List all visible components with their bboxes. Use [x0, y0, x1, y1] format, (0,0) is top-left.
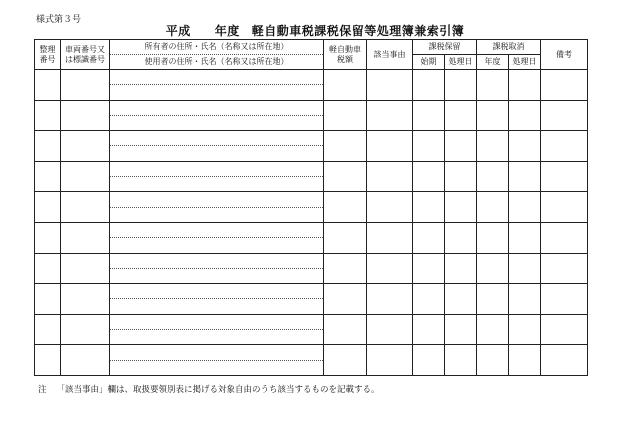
table-row [35, 100, 588, 115]
remarks-cell[interactable] [541, 70, 588, 101]
header-hold: 課税保留 [413, 40, 477, 55]
cancel-date-cell[interactable] [509, 253, 541, 284]
tax-amount-cell[interactable] [324, 100, 367, 131]
header-hold-date: 処理日 [445, 55, 477, 70]
reason-cell[interactable] [367, 253, 413, 284]
tax-amount-cell[interactable] [324, 253, 367, 284]
serial-no-cell[interactable] [35, 314, 61, 345]
reason-cell[interactable] [367, 100, 413, 131]
hold-date-cell[interactable] [445, 253, 477, 284]
cancel-date-cell[interactable] [509, 314, 541, 345]
page-title [0, 22, 630, 39]
reason-cell[interactable] [367, 161, 413, 192]
form-number: 様式第３号 [36, 15, 82, 25]
reason-cell[interactable] [367, 314, 413, 345]
owner-cell[interactable] [110, 100, 324, 115]
cancel-date-cell[interactable] [509, 222, 541, 253]
remarks-cell[interactable] [541, 192, 588, 223]
cancel-date-cell[interactable] [509, 70, 541, 101]
hold-date-cell[interactable] [445, 161, 477, 192]
tax-amount-cell[interactable] [324, 284, 367, 315]
owner-cell[interactable] [110, 131, 324, 146]
serial-no-cell[interactable] [35, 253, 61, 284]
footnote [38, 383, 380, 395]
table-row [35, 314, 588, 329]
header-cancel-year: 年度 [477, 55, 509, 70]
hold-date-cell[interactable] [445, 345, 477, 376]
reason-cell[interactable] [367, 70, 413, 101]
table-row [35, 284, 588, 299]
table-row [35, 131, 588, 146]
cancel-year-cell[interactable] [477, 100, 509, 131]
reason-cell[interactable] [367, 284, 413, 315]
hold-start-cell[interactable] [413, 284, 445, 315]
table-row [35, 70, 588, 85]
tax-amount-cell[interactable] [324, 192, 367, 223]
reason-cell[interactable] [367, 345, 413, 376]
reason-cell[interactable] [367, 131, 413, 162]
user-cell[interactable] [110, 177, 324, 192]
serial-no-cell[interactable] [35, 70, 61, 101]
header-serial-no: 整理番号 [35, 40, 61, 70]
user-cell[interactable] [110, 85, 324, 100]
header-cancel-date: 処理日 [509, 55, 541, 70]
table-row [35, 192, 588, 207]
vehicle-no-cell[interactable] [61, 192, 110, 223]
user-cell[interactable] [110, 146, 324, 161]
remarks-cell[interactable] [541, 284, 588, 315]
remarks-cell[interactable] [541, 345, 588, 376]
vehicle-no-cell[interactable] [61, 70, 110, 101]
serial-no-cell[interactable] [35, 100, 61, 131]
hold-date-cell[interactable] [445, 284, 477, 315]
tax-amount-cell[interactable] [324, 314, 367, 345]
serial-no-cell[interactable] [35, 222, 61, 253]
table-row [35, 345, 588, 360]
serial-no-cell[interactable] [35, 345, 61, 376]
hold-date-cell[interactable] [445, 100, 477, 131]
hold-start-cell[interactable] [413, 131, 445, 162]
vehicle-no-cell[interactable] [61, 284, 110, 315]
cancel-date-cell[interactable] [509, 131, 541, 162]
table-row [35, 161, 588, 176]
hold-start-cell[interactable] [413, 70, 445, 101]
header-vehicle-no: 車両番号又は標識番号 [61, 40, 110, 70]
vehicle-no-cell[interactable] [61, 131, 110, 162]
vehicle-no-cell[interactable] [61, 345, 110, 376]
cancel-date-cell[interactable] [509, 345, 541, 376]
vehicle-no-cell[interactable] [61, 100, 110, 131]
hold-date-cell[interactable] [445, 314, 477, 345]
footnote-text: 「該当事由」欄は、取扱要領別表に掲げる対象自由のうち該当するものを記載する。 [56, 385, 380, 395]
hold-start-cell[interactable] [413, 100, 445, 131]
hold-start-cell[interactable] [413, 161, 445, 192]
header-owner: 所有者の住所・氏名（名称又は所在地） [110, 40, 324, 55]
hold-start-cell[interactable] [413, 222, 445, 253]
vehicle-no-cell[interactable] [61, 161, 110, 192]
tax-amount-cell[interactable] [324, 345, 367, 376]
owner-cell[interactable] [110, 161, 324, 176]
user-cell[interactable] [110, 207, 324, 222]
cancel-year-cell[interactable] [477, 70, 509, 101]
owner-cell[interactable] [110, 70, 324, 85]
reason-cell[interactable] [367, 192, 413, 223]
header-cancel: 課税取消 [477, 40, 541, 55]
cancel-year-cell[interactable] [477, 222, 509, 253]
header-tax-amount: 軽自動車税額 [324, 40, 367, 70]
hold-date-cell[interactable] [445, 192, 477, 223]
user-cell[interactable] [110, 299, 324, 314]
remarks-cell[interactable] [541, 222, 588, 253]
register-table [34, 39, 588, 376]
hold-date-cell[interactable] [445, 131, 477, 162]
owner-cell[interactable] [110, 253, 324, 268]
cancel-year-cell[interactable] [477, 345, 509, 376]
cancel-year-cell[interactable] [477, 161, 509, 192]
owner-cell[interactable] [110, 192, 324, 207]
owner-cell[interactable] [110, 314, 324, 329]
cancel-date-cell[interactable] [509, 192, 541, 223]
footnote-label: 注 [38, 385, 47, 395]
tax-amount-cell[interactable] [324, 131, 367, 162]
cancel-year-cell[interactable] [477, 314, 509, 345]
header-user: 使用者の住所・氏名（名称又は所在地） [110, 55, 324, 70]
register-body [35, 70, 588, 376]
tax-amount-cell[interactable] [324, 222, 367, 253]
user-cell[interactable] [110, 115, 324, 130]
reason-cell[interactable] [367, 222, 413, 253]
cancel-year-cell[interactable] [477, 253, 509, 284]
vehicle-no-cell[interactable] [61, 222, 110, 253]
hold-start-cell[interactable] [413, 253, 445, 284]
user-cell[interactable] [110, 360, 324, 375]
remarks-cell[interactable] [541, 161, 588, 192]
remarks-cell[interactable] [541, 131, 588, 162]
tax-amount-cell[interactable] [324, 161, 367, 192]
header-remarks: 備考 [541, 40, 588, 70]
header-hold-start: 始期 [413, 55, 445, 70]
serial-no-cell[interactable] [35, 131, 61, 162]
serial-no-cell[interactable] [35, 284, 61, 315]
remarks-cell[interactable] [541, 314, 588, 345]
owner-cell[interactable] [110, 284, 324, 299]
cancel-year-cell[interactable] [477, 284, 509, 315]
cancel-year-cell[interactable] [477, 131, 509, 162]
title-main: 軽自動車税課税保留等処理簿兼索引簿 [251, 24, 465, 38]
table-row [35, 222, 588, 237]
hold-start-cell[interactable] [413, 314, 445, 345]
remarks-cell[interactable] [541, 253, 588, 284]
title-year-label: 年度 [214, 24, 240, 38]
remarks-cell[interactable] [541, 100, 588, 131]
hold-start-cell[interactable] [413, 192, 445, 223]
hold-date-cell[interactable] [445, 70, 477, 101]
cancel-date-cell[interactable] [509, 161, 541, 192]
header-reason: 該当事由 [367, 40, 413, 70]
user-cell[interactable] [110, 330, 324, 345]
vehicle-no-cell[interactable] [61, 314, 110, 345]
tax-amount-cell[interactable] [324, 70, 367, 101]
hold-start-cell[interactable] [413, 345, 445, 376]
cancel-date-cell[interactable] [509, 284, 541, 315]
user-cell[interactable] [110, 238, 324, 253]
user-cell[interactable] [110, 268, 324, 283]
table-row [35, 253, 588, 268]
owner-cell[interactable] [110, 345, 324, 360]
vehicle-no-cell[interactable] [61, 253, 110, 284]
hold-date-cell[interactable] [445, 222, 477, 253]
title-era: 平成 [165, 24, 191, 38]
cancel-year-cell[interactable] [477, 192, 509, 223]
cancel-date-cell[interactable] [509, 100, 541, 131]
owner-cell[interactable] [110, 222, 324, 237]
serial-no-cell[interactable] [35, 192, 61, 223]
serial-no-cell[interactable] [35, 161, 61, 192]
